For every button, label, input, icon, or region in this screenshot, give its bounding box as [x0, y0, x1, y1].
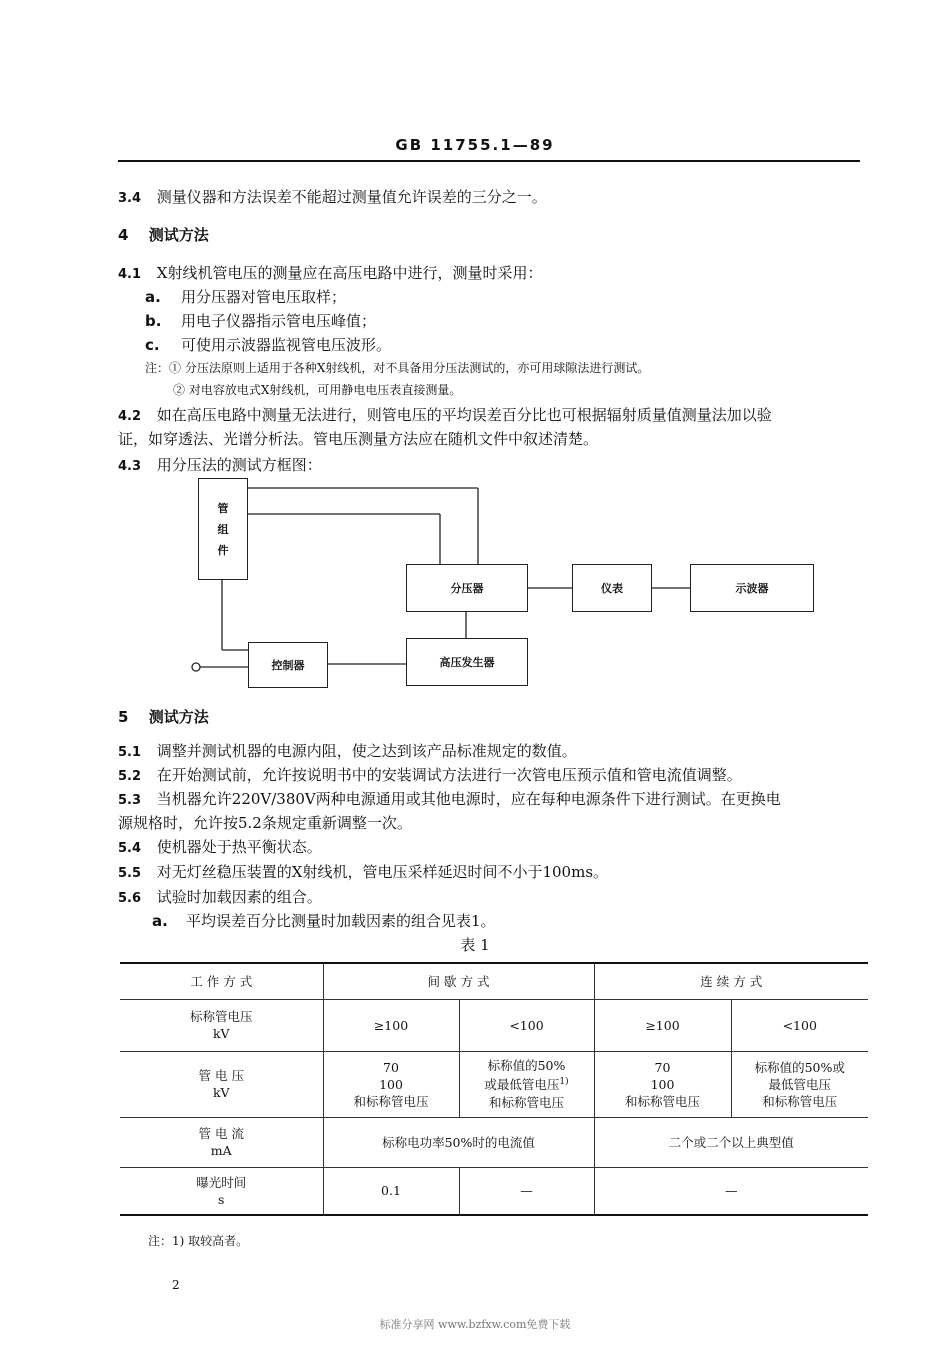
clause-number: 4.2 [118, 409, 142, 424]
clause-text: 用分压法的测试方框图： [156, 456, 322, 474]
section-number: 4 [118, 226, 129, 244]
exposure-time-label: 曝光时间 s [120, 1167, 323, 1215]
section-number: 5 [118, 708, 129, 726]
item-text: 平均误差百分比测量时加载因素的组合见表1。 [186, 912, 496, 930]
clause-number: 5.2 [118, 769, 142, 784]
note-1: 注：① 分压法原则上适用于各种X射线机，对不具备用分压法测试的，亦可用球隙法进行测试。 [145, 361, 650, 375]
clause-text: 对无灯丝稳压装置的X射线机，管电压采样延迟时间不小于100ms。 [156, 863, 609, 881]
section-title: 测试方法 [148, 708, 209, 726]
clause-5-4 [118, 836, 322, 857]
hv-generator-box: 高压发生器 [406, 638, 528, 686]
cell: 70 100 和标称管电压 [594, 1051, 731, 1117]
voltage-divider-box: 分压器 [406, 564, 528, 612]
cell: 0.1 [323, 1167, 459, 1215]
clause-number: 5.1 [118, 745, 142, 760]
clause-text: 在开始测试前，允许按说明书中的安装调试方法进行一次管电压预示值和管电流值调整。 [156, 766, 742, 784]
clause-4-2-cont: 证，如穿透法、光谱分析法。管电压测量方法应在随机文件中叙述清楚。 [118, 430, 599, 448]
item-label: b. [145, 312, 162, 330]
item-label: c. [145, 336, 160, 354]
controller-box: 控制器 [248, 642, 328, 688]
clause-text: 调整并测试机器的电源内阻，使之达到该产品标准规定的数值。 [156, 742, 577, 760]
nominal-voltage-label: 标称管电压 kV [120, 999, 323, 1051]
tube-current-label: 管 电 流 mA [120, 1117, 323, 1167]
clause-text: 测量仪器和方法误差不能超过测量值允许误差的三分之一。 [156, 188, 547, 206]
tube-voltage-label: 管 电 压 kV [120, 1051, 323, 1117]
section-title: 测试方法 [148, 226, 209, 244]
oscilloscope-box: 示波器 [690, 564, 814, 612]
clause-5-3 [118, 788, 781, 809]
cell: <100 [459, 999, 594, 1051]
tube-char: 件 [217, 544, 229, 557]
clause-5-3-cont: 源规格时，允许按5.2条规定重新调整一次。 [118, 814, 412, 832]
clause-text: X射线机管电压的测量应在高压电路中进行，测量时采用： [156, 264, 543, 282]
clause-number: 3.4 [118, 191, 142, 206]
tube-char: 管 [217, 502, 229, 515]
clause-number: 4.1 [118, 267, 142, 282]
item-label: a. [145, 288, 161, 306]
cell: 标称值的50%或 最低管电压 和标称管电压 [731, 1051, 868, 1117]
continuous-header: 连 续 方 式 [594, 963, 868, 999]
table-row [120, 1117, 868, 1167]
footer-watermark: 标准分享网 www.bzfxw.com免费下载 [379, 1318, 571, 1331]
clause-number: 5.6 [118, 891, 142, 906]
intermittent-header: 间 歇 方 式 [323, 963, 594, 999]
cell: <100 [731, 999, 868, 1051]
item-label: a. [152, 912, 168, 930]
clause-number: 5.4 [118, 841, 142, 856]
list-item [152, 910, 496, 931]
clause-text: 当机器允许220V/380V两种电源通用或其他电源时，应在每种电源条件下进行测试。在更换电 [156, 790, 781, 808]
meter-box: 仪表 [572, 564, 652, 612]
table-row [120, 1051, 868, 1117]
table-row [120, 1167, 868, 1215]
clause-number: 4.3 [118, 459, 142, 474]
clause-5-6 [118, 886, 322, 907]
clause-5-1 [118, 740, 577, 761]
loading-factors-table [120, 962, 868, 1216]
page-number: 2 [172, 1278, 180, 1292]
item-text: 用电子仪器指示管电压峰值； [181, 312, 377, 330]
cell: 标称值的50% 或最低管电压$^{1)}$ 和标称管电压 [459, 1051, 594, 1117]
item-text: 用分压器对管电压取样； [181, 288, 347, 306]
clause-number: 5.5 [118, 866, 142, 881]
clause-text: 试验时加载因素的组合。 [156, 888, 322, 906]
table-caption: 表 1 [460, 936, 490, 954]
cell: ≥100 [594, 999, 731, 1051]
clause-number: 5.3 [118, 793, 142, 808]
cell: 70 100 和标称管电压 [323, 1051, 459, 1117]
table-row [120, 963, 868, 999]
cell: ≥100 [323, 999, 459, 1051]
tube-assembly-box [198, 478, 248, 580]
note-2: ② 对电容放电式X射线机，可用静电电压表直接测量。 [173, 383, 462, 397]
tube-char: 组 [217, 523, 229, 536]
clause-text: 如在高压电路中测量无法进行，则管电压的平均误差百分比也可根据辐射质量值测量法加以验 [156, 406, 772, 424]
cell: 二个或二个以上典型值 [594, 1117, 868, 1167]
standard-code: GB 11755.1—89 [395, 136, 555, 154]
clause-5-2 [118, 764, 742, 785]
table-row [120, 999, 868, 1051]
item-text: 可使用示波器监视管电压波形。 [181, 336, 392, 354]
section-5-heading [118, 706, 209, 727]
table-footnote: 注：1) 取较高者。 [148, 1234, 249, 1248]
clause-5-5 [118, 861, 608, 882]
cell: 标称电功率50%时的电流值 [323, 1117, 594, 1167]
cell: — [459, 1167, 594, 1215]
mode-label: 工 作 方 式 [120, 963, 323, 999]
cell: — [594, 1167, 868, 1215]
clause-text: 使机器处于热平衡状态。 [156, 838, 322, 856]
